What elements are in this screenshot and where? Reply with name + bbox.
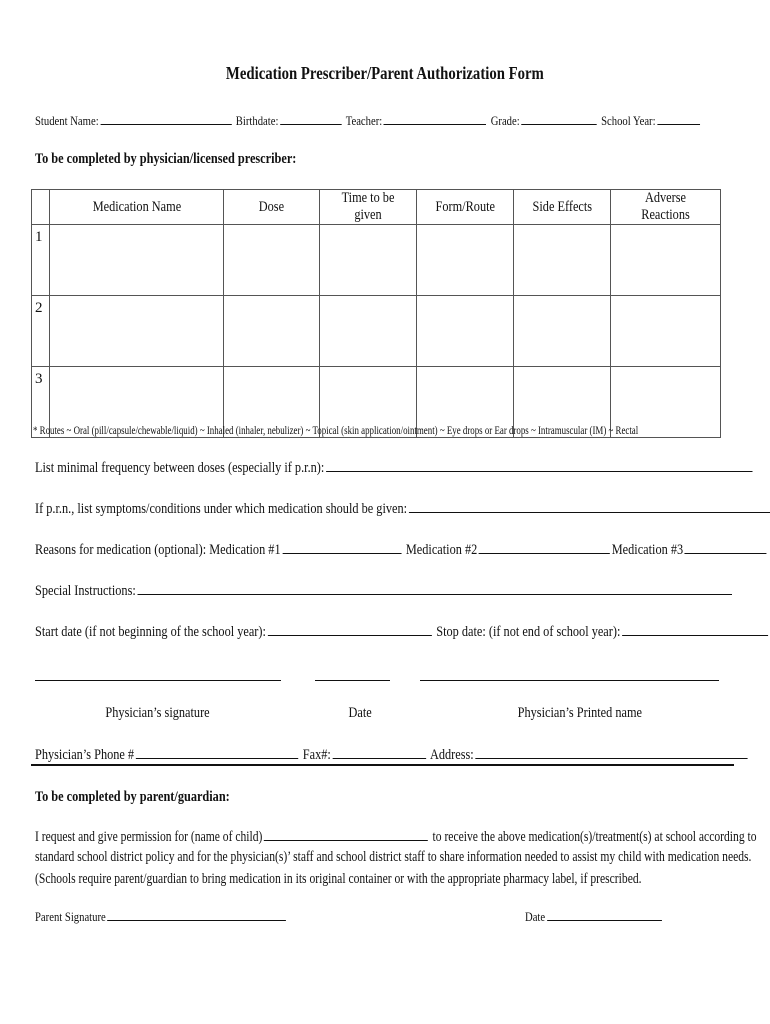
stop-date-label: Stop date: (if not end of school year): bbox=[436, 624, 621, 640]
row-number: 1 bbox=[32, 225, 50, 296]
child-name-field[interactable] bbox=[264, 828, 428, 841]
stop-date-field[interactable] bbox=[622, 623, 768, 636]
medication-name-cell[interactable] bbox=[50, 296, 224, 367]
min-frequency-field[interactable] bbox=[326, 459, 752, 472]
parent-signature-label: Parent Signature bbox=[35, 909, 106, 924]
grade-label: Grade: bbox=[490, 113, 520, 128]
table-row bbox=[32, 296, 721, 367]
physician-signature-label: Physician’s signature bbox=[105, 705, 211, 721]
special-instructions-label: Special Instructions: bbox=[35, 583, 136, 599]
parent-consent-line-2: standard school district policy and for the physician(s)’ staff and school district staff to share information needed to assist my child with medication needs. bbox=[35, 849, 752, 865]
physician-date-field[interactable] bbox=[315, 680, 390, 681]
medication-name-cell[interactable] bbox=[50, 225, 224, 296]
row-number-header bbox=[32, 190, 50, 225]
address-label: Address: bbox=[429, 747, 474, 763]
parent-date-label: Date bbox=[525, 909, 546, 924]
birthdate-label: Birthdate: bbox=[235, 113, 279, 128]
dose-cell[interactable] bbox=[224, 296, 320, 367]
physician-printed-name-field[interactable] bbox=[420, 680, 719, 681]
reasons-row bbox=[35, 541, 770, 559]
table-header-row bbox=[32, 190, 721, 225]
medication-1-reason-field[interactable] bbox=[282, 541, 401, 554]
prn-symptoms-label: If p.r.n., list symptoms/conditions under which medication should be given: bbox=[35, 501, 408, 517]
school-year-label: School Year: bbox=[601, 113, 656, 128]
page-title: Medication Prescriber/Parent Authorization Form bbox=[226, 63, 544, 83]
student-name-field[interactable] bbox=[100, 112, 231, 125]
school-year-field[interactable] bbox=[657, 112, 700, 125]
teacher-label: Teacher: bbox=[345, 113, 383, 128]
parent-consent-line-1 bbox=[35, 828, 770, 846]
medication-2-reason-field[interactable] bbox=[479, 541, 610, 554]
prn-symptoms-row bbox=[35, 500, 770, 518]
time-cell[interactable] bbox=[320, 296, 417, 367]
medication-3-reason-field[interactable] bbox=[685, 541, 767, 554]
row-number: 2 bbox=[32, 296, 50, 367]
fax-label: Fax#: bbox=[302, 747, 331, 763]
column-header-time: Time to be given bbox=[320, 190, 417, 225]
birthdate-field[interactable] bbox=[280, 112, 341, 125]
teacher-field[interactable] bbox=[384, 112, 487, 125]
min-frequency-label: List minimal frequency between doses (especially if p.r.n): bbox=[35, 460, 325, 476]
column-header-medication-name: Medication Name bbox=[50, 190, 224, 225]
special-instructions-row bbox=[35, 582, 770, 600]
consent-text-b: to receive the above medication(s)/treatment(s) at school according to bbox=[432, 829, 757, 845]
side-effects-cell[interactable] bbox=[514, 296, 611, 367]
physician-phone-field[interactable] bbox=[136, 746, 298, 759]
parent-date-field[interactable] bbox=[547, 908, 662, 921]
prn-symptoms-field[interactable] bbox=[409, 500, 770, 513]
section-divider bbox=[31, 764, 734, 766]
start-date-label: Start date (if not beginning of the school year): bbox=[35, 624, 266, 640]
physician-phone-label: Physician’s Phone # bbox=[35, 747, 135, 763]
reasons-label: Reasons for medication (optional): Medication #1 bbox=[35, 542, 281, 558]
physician-section-heading: To be completed by physician/licensed prescriber: bbox=[35, 151, 297, 167]
start-date-field[interactable] bbox=[268, 623, 432, 636]
column-header-side-effects: Side Effects bbox=[514, 190, 611, 225]
student-info-line bbox=[35, 112, 770, 129]
consent-text-a: I request and give permission for (name of child) bbox=[35, 829, 263, 845]
medication-3-label: Medication #3 bbox=[611, 542, 684, 558]
column-header-adverse-reactions: Adverse Reactions bbox=[611, 190, 721, 225]
parent-signature-field[interactable] bbox=[107, 908, 286, 921]
form-route-cell[interactable] bbox=[417, 225, 514, 296]
physician-contact-row bbox=[35, 746, 770, 764]
parent-consent-line-3: (Schools require parent/guardian to bring medication in its original container or with the appropriate pharmacy label, if prescribed. bbox=[35, 871, 642, 887]
row-number: 3 bbox=[32, 367, 50, 438]
adverse-reactions-cell[interactable] bbox=[611, 296, 721, 367]
physician-date-label: Date bbox=[348, 705, 372, 721]
grade-field[interactable] bbox=[521, 112, 596, 125]
column-header-form-route: Form/Route bbox=[417, 190, 514, 225]
physician-printed-name-label: Physician’s Printed name bbox=[517, 705, 642, 721]
routes-footnote: * Routes ~ Oral (pill/capsule/chewable/liquid) ~ Inhaled (inhaler, nebulizer) ~ Topical (skin application/ointment) ~ Eye drops or Ear drops ~ Intramuscular (IM) ~ Rectal bbox=[33, 423, 639, 437]
parent-section-heading: To be completed by parent/guardian: bbox=[35, 789, 230, 805]
special-instructions-field[interactable] bbox=[137, 582, 732, 595]
dose-cell[interactable] bbox=[224, 225, 320, 296]
physician-signature-field[interactable] bbox=[35, 680, 281, 681]
student-name-label: Student Name: bbox=[35, 113, 99, 128]
parent-date-row bbox=[525, 908, 694, 925]
fax-field[interactable] bbox=[332, 746, 425, 759]
parent-signature-row bbox=[35, 908, 343, 925]
address-field[interactable] bbox=[475, 746, 747, 759]
column-header-dose: Dose bbox=[224, 190, 320, 225]
medication-2-label: Medication #2 bbox=[405, 542, 478, 558]
time-cell[interactable] bbox=[320, 225, 417, 296]
side-effects-cell[interactable] bbox=[514, 225, 611, 296]
min-frequency-row bbox=[35, 459, 770, 477]
table-row bbox=[32, 225, 721, 296]
dates-row bbox=[35, 623, 770, 641]
medication-table bbox=[31, 189, 721, 438]
form-route-cell[interactable] bbox=[417, 296, 514, 367]
adverse-reactions-cell[interactable] bbox=[611, 225, 721, 296]
